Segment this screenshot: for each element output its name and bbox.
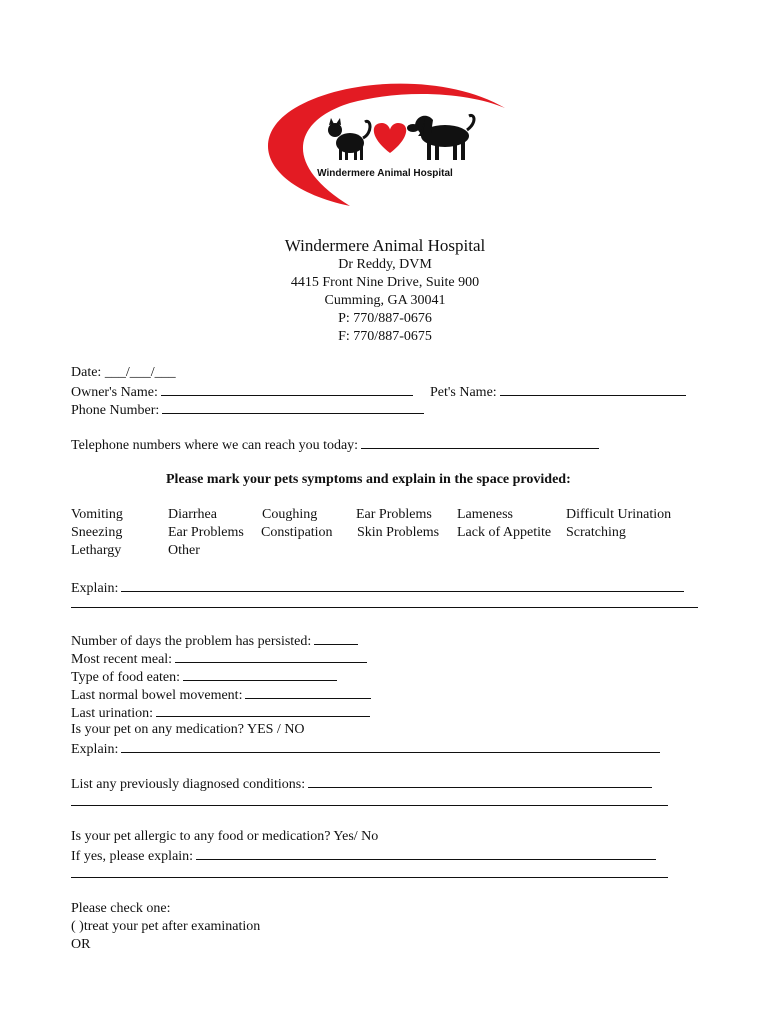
pet-name-field[interactable] bbox=[500, 382, 686, 396]
pet-name-row bbox=[430, 382, 686, 402]
logo-text: Windermere Animal Hospital bbox=[317, 168, 453, 179]
owner-name-field[interactable] bbox=[161, 382, 413, 396]
symptom-sneezing[interactable]: Sneezing bbox=[71, 525, 123, 540]
explain-label: Explain: bbox=[71, 581, 119, 596]
conditions-field[interactable] bbox=[308, 774, 652, 788]
hospital-name: Windermere Animal Hospital bbox=[284, 236, 486, 255]
option-treat-after-exam[interactable]: ( )treat your pet after examination bbox=[71, 919, 261, 934]
telephone-today-row bbox=[71, 435, 599, 455]
if-yes-row bbox=[71, 846, 656, 866]
or-label: OR bbox=[71, 937, 91, 952]
phone-number: P: 770/887-0676 bbox=[338, 311, 432, 326]
symptoms-heading: Please mark your pets symptoms and explain in the space provided: bbox=[166, 472, 571, 487]
explain2-field[interactable] bbox=[121, 739, 660, 753]
hospital-logo bbox=[255, 78, 520, 208]
owner-name-label: Owner's Name: bbox=[71, 385, 158, 400]
explain-line-2[interactable] bbox=[71, 607, 698, 608]
urination-row bbox=[71, 703, 370, 723]
bowel-row bbox=[71, 685, 371, 705]
symptom-ear-problems[interactable]: Ear Problems bbox=[168, 525, 244, 540]
dog-icon bbox=[407, 115, 474, 160]
symptom-diarrhea[interactable]: Diarrhea bbox=[168, 507, 217, 522]
food-type-field[interactable] bbox=[183, 667, 337, 681]
food-type-label: Type of food eaten: bbox=[71, 670, 181, 685]
explain2-label: Explain: bbox=[71, 742, 119, 757]
urination-label: Last urination: bbox=[71, 706, 154, 721]
recent-meal-field[interactable] bbox=[175, 649, 367, 663]
date-field[interactable] bbox=[71, 364, 176, 382]
address-line-2: Cumming, GA 30041 bbox=[324, 293, 446, 308]
if-yes-line-2[interactable] bbox=[71, 877, 668, 878]
symptom-skin-problems[interactable]: Skin Problems bbox=[357, 525, 440, 540]
doctor-name: Dr Reddy, DVM bbox=[338, 257, 432, 272]
symptom-ear-problems-2[interactable]: Ear Problems bbox=[356, 507, 432, 522]
food-type-row bbox=[71, 667, 337, 687]
recent-meal-row bbox=[71, 649, 367, 669]
date-label: Date: ___/___/___ bbox=[71, 365, 176, 380]
days-field[interactable] bbox=[314, 631, 358, 645]
conditions-line-2[interactable] bbox=[71, 805, 668, 806]
explain-row bbox=[71, 578, 684, 598]
symptom-lethargy[interactable]: Lethargy bbox=[71, 543, 122, 558]
if-yes-field[interactable] bbox=[196, 846, 656, 860]
symptom-lack-of-appetite[interactable]: Lack of Appetite bbox=[457, 525, 552, 540]
urination-field[interactable] bbox=[156, 703, 370, 717]
symptom-difficult-urination[interactable]: Difficult Urination bbox=[566, 507, 672, 522]
telephone-today-field[interactable] bbox=[361, 435, 599, 449]
allergic-question[interactable]: Is your pet allergic to any food or medication? Yes/ No bbox=[71, 829, 379, 844]
owner-name-row bbox=[71, 382, 413, 402]
phone-field[interactable] bbox=[162, 400, 424, 414]
symptom-coughing[interactable]: Coughing bbox=[262, 507, 318, 522]
symptom-constipation[interactable]: Constipation bbox=[261, 525, 333, 540]
days-row bbox=[71, 631, 358, 651]
bowel-label: Last normal bowel movement: bbox=[71, 688, 243, 703]
if-yes-label: If yes, please explain: bbox=[71, 849, 194, 864]
check-one-label: Please check one: bbox=[71, 901, 171, 916]
symptom-scratching[interactable]: Scratching bbox=[566, 525, 626, 540]
symptom-lameness[interactable]: Lameness bbox=[457, 507, 513, 522]
days-label: Number of days the problem has persisted: bbox=[71, 634, 312, 649]
conditions-label: List any previously diagnosed conditions: bbox=[71, 777, 306, 792]
fax-number: F: 770/887-0675 bbox=[338, 329, 432, 344]
medication-question[interactable]: Is your pet on any medication? YES / NO bbox=[71, 722, 305, 737]
phone-label: Phone Number: bbox=[71, 403, 160, 418]
bowel-field[interactable] bbox=[245, 685, 371, 699]
address-line-1: 4415 Front Nine Drive, Suite 900 bbox=[290, 275, 480, 290]
recent-meal-label: Most recent meal: bbox=[71, 652, 173, 667]
cat-icon bbox=[328, 118, 370, 160]
symptom-other[interactable]: Other bbox=[168, 543, 200, 558]
pet-name-label: Pet's Name: bbox=[430, 385, 497, 400]
explain-field[interactable] bbox=[121, 578, 684, 592]
phone-row bbox=[71, 400, 424, 420]
explain2-row bbox=[71, 739, 660, 759]
heart-icon bbox=[374, 123, 406, 153]
telephone-today-label: Telephone numbers where we can reach you today: bbox=[71, 438, 359, 453]
conditions-row bbox=[71, 774, 652, 794]
symptom-vomiting[interactable]: Vomiting bbox=[71, 507, 123, 522]
